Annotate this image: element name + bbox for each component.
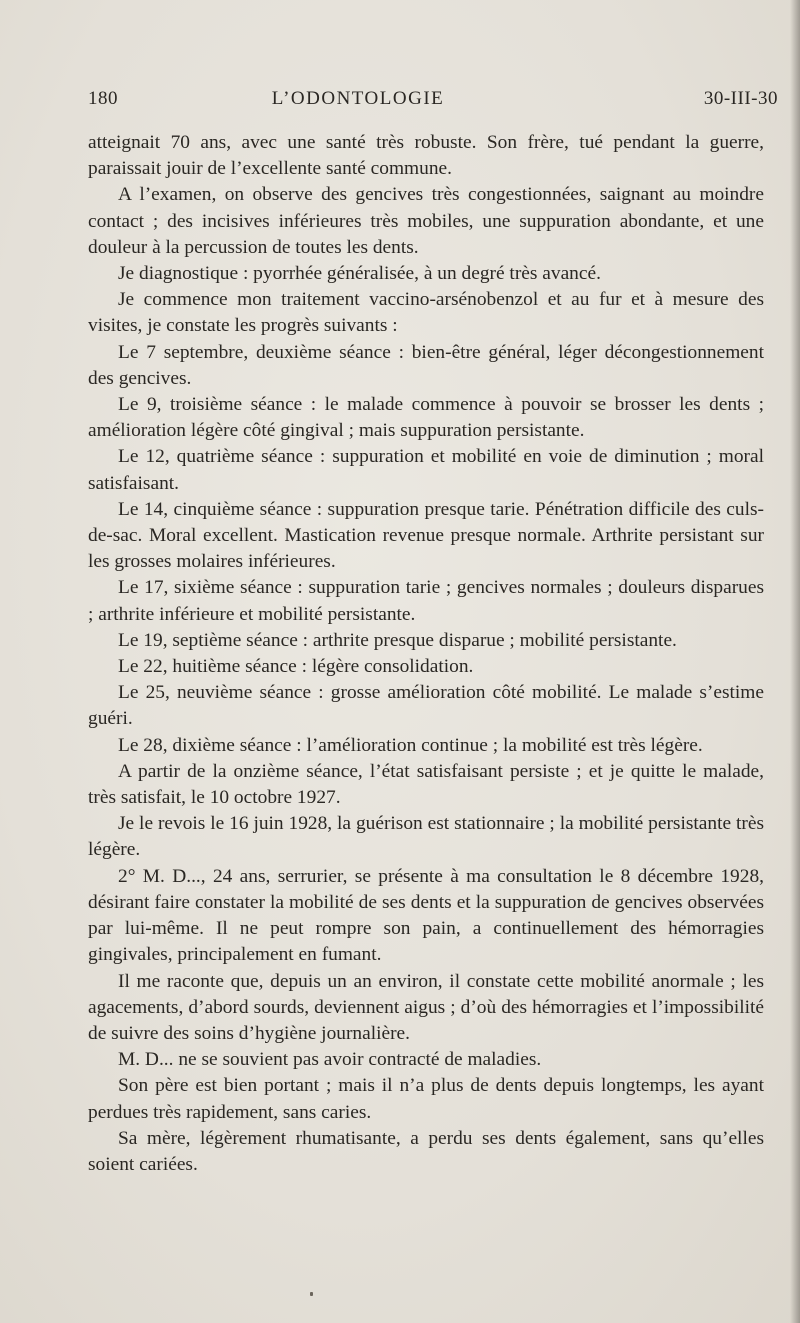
- paragraph: Le 25, neuvième séance : grosse amélioration côté mobilité. Le malade s’estime guéri.: [88, 682, 764, 730]
- paragraph: Son père est bien portant ; mais il n’a plus de dents depuis longtemps, les ayant perdues très rapidement, sans caries.: [88, 1075, 764, 1123]
- paragraph: 2° M. D..., 24 ans, serrurier, se présente à ma consultation le 8 décembre 1928, désirant faire constater la mobilité de ses dents et la suppuration de gencives observées par lui-même. Il ne peut rompre son pain, a continuellement des hémorragies gingivales, principalement en fumant.: [88, 865, 764, 966]
- page-number: 180: [88, 88, 118, 109]
- running-title: L’ODONTOLOGIE: [271, 88, 445, 109]
- paragraph: Il me raconte que, depuis un an environ, il constate cette mobilité anormale ; les agacements, d’abord sourds, deviennent aigus ; d’où des hémorragies et l’impossibilité de suivre des soins d’hygiène journalière.: [88, 970, 764, 1044]
- paragraph: Le 19, septième séance : arthrite presque disparue ; mobilité persistante.: [118, 629, 677, 651]
- issue-date: 30-III-30: [703, 88, 778, 109]
- paragraph: Je le revois le 16 juin 1928, la guérison est stationnaire ; la mobilité persistante très légère.: [88, 813, 764, 861]
- paragraph: Le 12, quatrième séance : suppuration et mobilité en voie de diminution ; moral satisfaisant.: [88, 446, 764, 494]
- paragraph: Le 14, cinquième séance : suppuration presque tarie. Pénétration difficile des culs-de-sac. Moral excellent. Mastication revenue presque normale. Arthrite persistant sur les grosses molaires inférieures.: [88, 498, 764, 573]
- paragraph: Je commence mon traitement vaccino-arsénobenzol et au fur et à mesure des visites, je constate les progrès suivants :: [88, 289, 764, 337]
- paragraph: Le 17, sixième séance : suppuration tarie ; gencives normales ; douleurs disparues ; arthrite inférieure et mobilité persistante.: [88, 577, 764, 625]
- paragraph: Le 7 septembre, deuxième séance : bien-être général, léger décongestionnement des gencives.: [88, 341, 764, 389]
- paragraph: A l’examen, on observe des gencives très congestionnées, saignant au moindre contact ; des incisives inférieures très mobiles, une suppuration abondante, et une douleur à la percussion de toutes les dents.: [88, 184, 764, 258]
- paragraph: Le 22, huitième séance : légère consolidation.: [118, 656, 474, 678]
- body-text: [88, 130, 764, 1178]
- paragraph: A partir de la onzième séance, l’état satisfaisant persiste ; et je quitte le malade, très satisfait, le 10 octobre 1927.: [88, 760, 764, 809]
- paragraph-continuation: atteignait 70 ans, avec une santé très robuste. Son frère, tué pendant la guerre, paraissait jouir de l’excellente santé commune.: [88, 132, 764, 180]
- paragraph: Sa mère, légèrement rhumatisante, a perdu ses dents également, sans qu’elles soient cariées.: [88, 1127, 764, 1175]
- paragraph: Le 9, troisième séance : le malade commence à pouvoir se brosser les dents ; amélioration légère côté gingival ; mais suppuration persistante.: [88, 394, 764, 442]
- ink-speck: [310, 1292, 313, 1296]
- page-edge-shadow: [790, 0, 800, 1323]
- paragraph: M. D... ne se souvient pas avoir contracté de maladies.: [118, 1049, 542, 1071]
- paragraph: Je diagnostique : pyorrhée généralisée, à un degré très avancé.: [118, 263, 601, 285]
- paragraph: Le 28, dixième séance : l’amélioration continue ; la mobilité est très légère.: [118, 734, 703, 756]
- running-header: [88, 88, 788, 116]
